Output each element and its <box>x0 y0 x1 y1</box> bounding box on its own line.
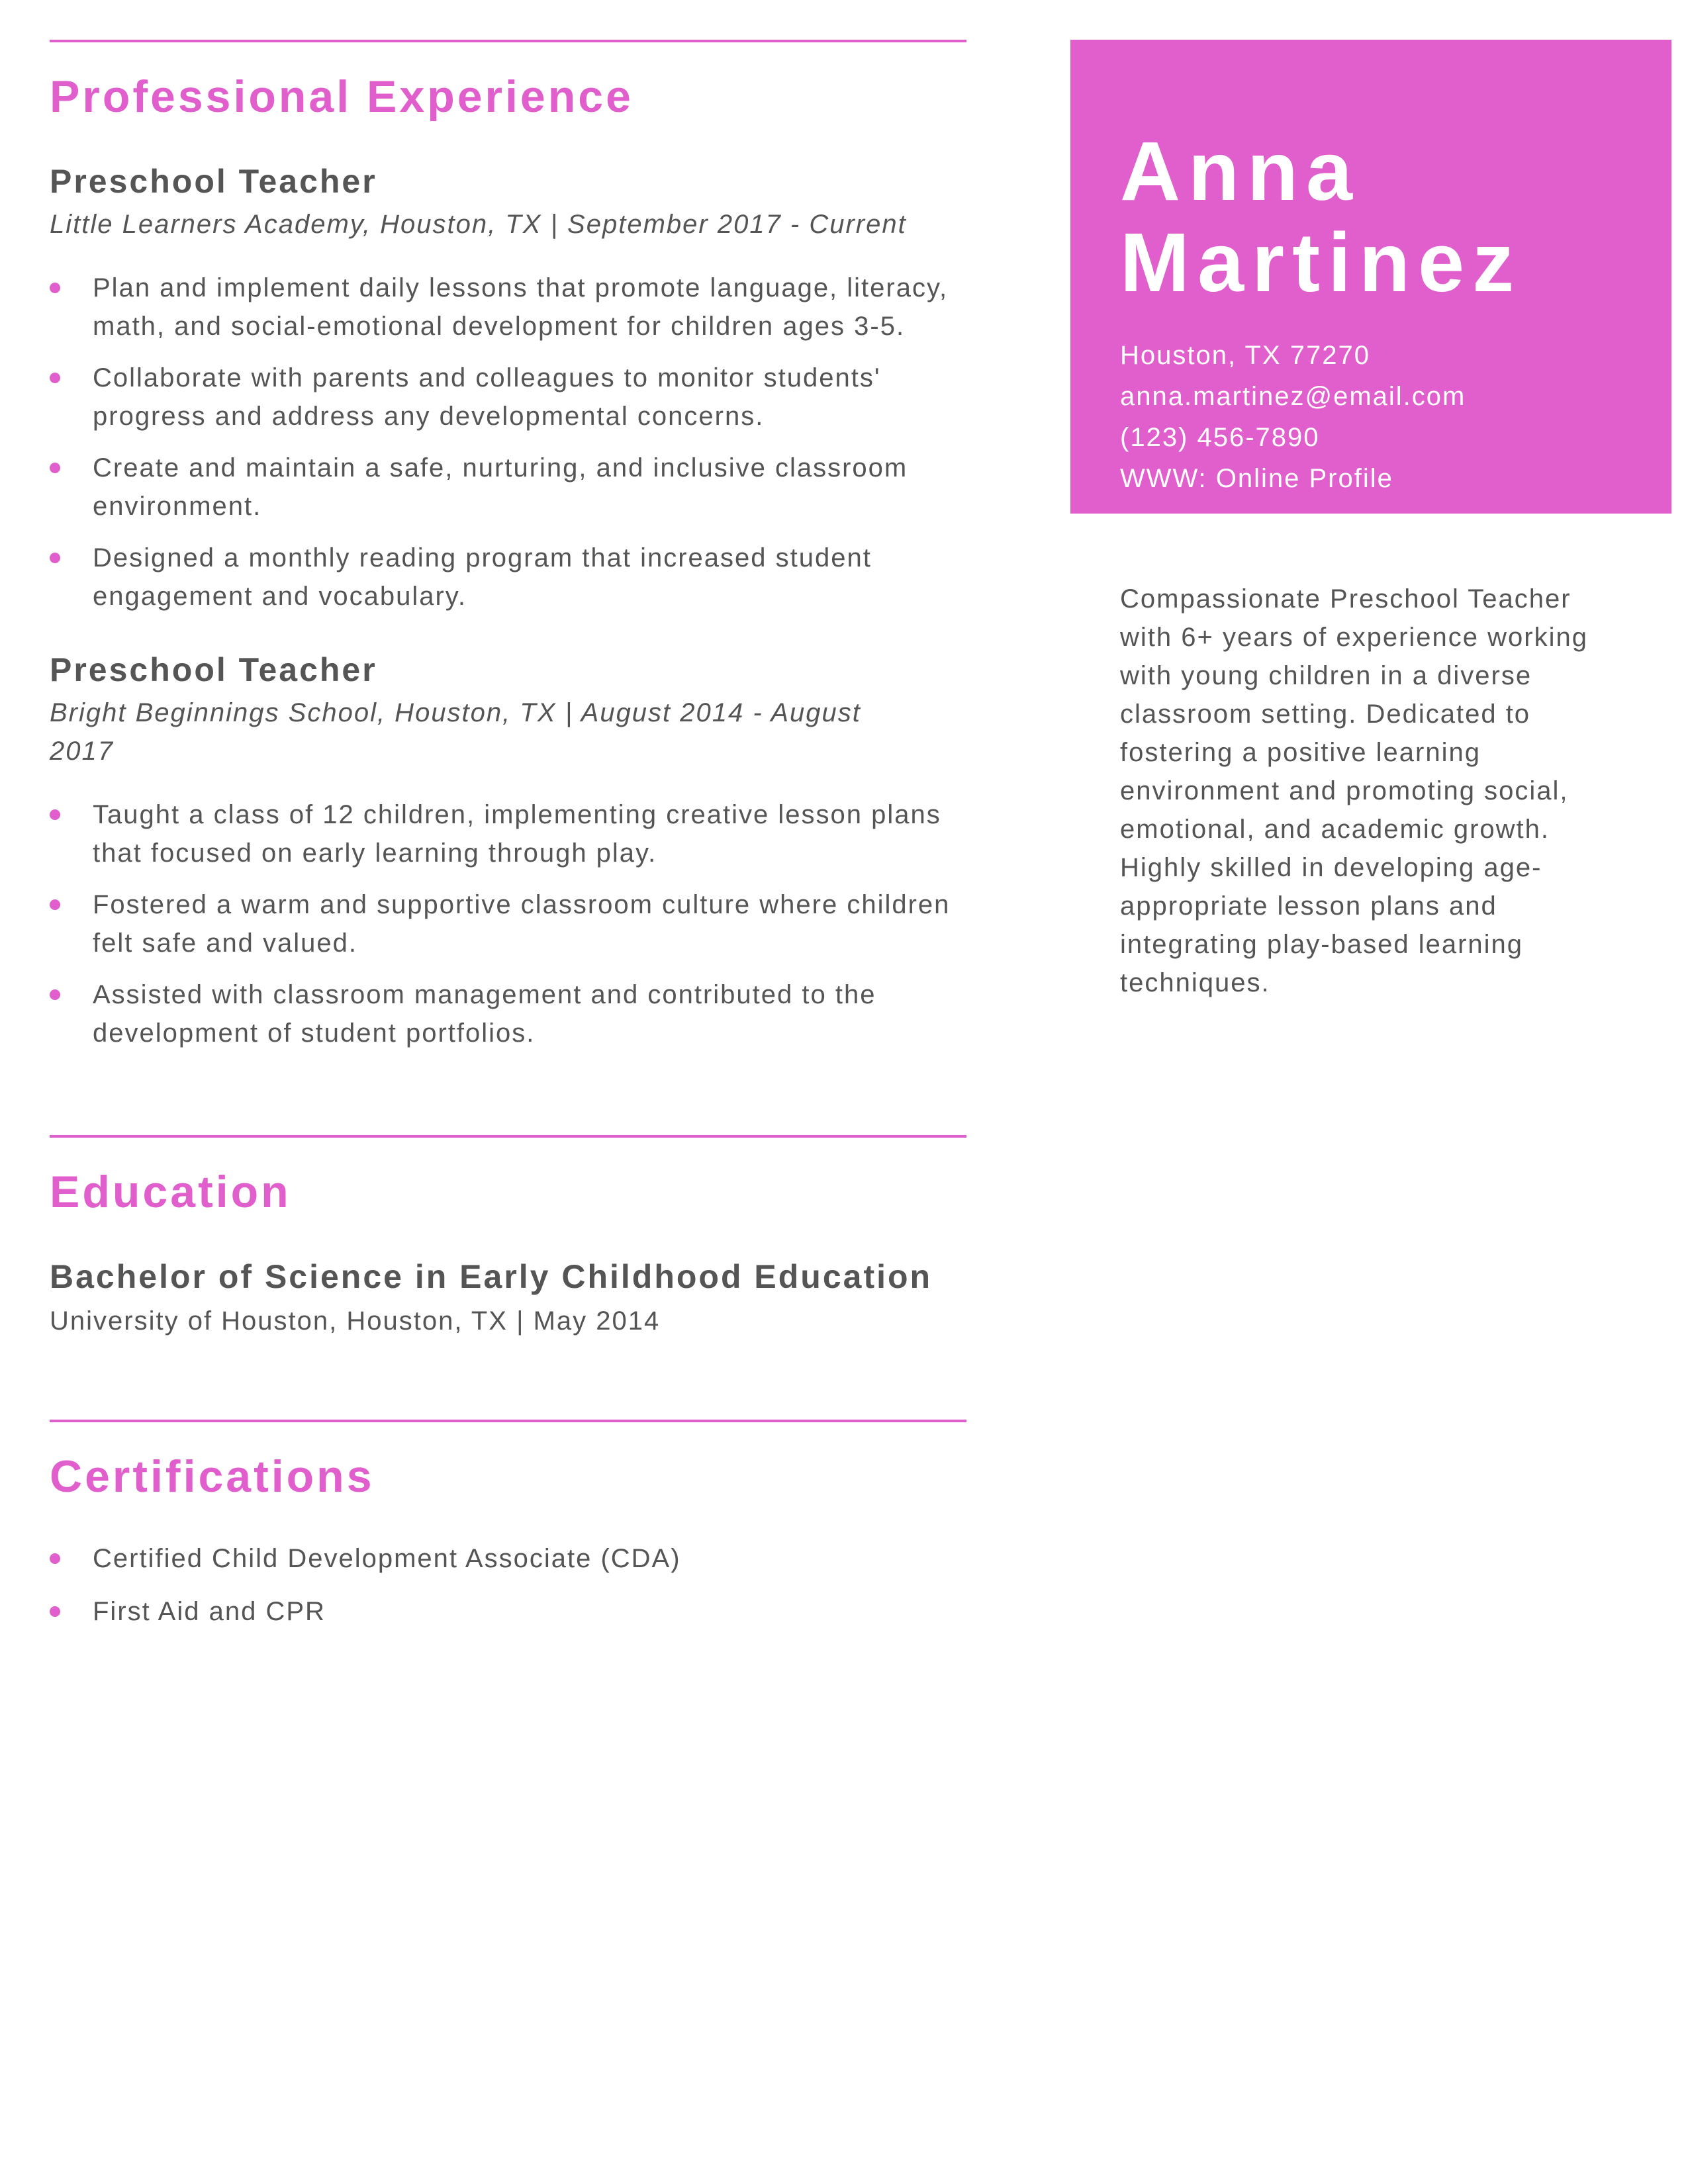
job-location-dates: , Houston, TX | September 2017 - Current <box>362 209 907 239</box>
bullet-icon <box>50 1553 60 1564</box>
bullet-text: Taught a class of 12 children, implementing creative lesson plans that focused on early learning through play. <box>93 799 941 868</box>
left-column <box>50 40 966 1631</box>
contact-website[interactable]: WWW: Online Profile <box>1120 464 1393 493</box>
job-bullets <box>50 269 966 615</box>
job-title: Preschool Teacher <box>50 651 377 688</box>
section-divider <box>50 1420 966 1422</box>
job-organization: Bright Beginnings School <box>50 698 377 727</box>
bullet-text: Certified Child Development Associate (CDA) <box>93 1544 681 1574</box>
bullet-icon <box>50 463 60 473</box>
job-bullets <box>50 796 966 1052</box>
list-item <box>50 1539 966 1578</box>
certifications-list <box>50 1539 966 1631</box>
section-divider <box>50 1135 966 1138</box>
bullet-icon <box>50 899 60 910</box>
job-title: Preschool Teacher <box>50 162 377 200</box>
contact-phone: (123) 456-7890 <box>1120 423 1320 452</box>
bullet-text: First Aid and CPR <box>93 1597 326 1627</box>
job-entry <box>50 161 966 615</box>
list-item <box>50 539 966 615</box>
summary-text: Compassionate Preschool Teacher with 6+ years of experience working with young children in a diverse classroom setting. Dedicated to fostering a positive learning environment and promoting social, emotional, and academic growth. Highly skilled in developing age-appropriate lesson plans and integrating play-based learning techniques. <box>1120 584 1588 997</box>
bullet-text: Create and maintain a safe, nurturing, and inclusive classroom environment. <box>93 453 908 521</box>
section-divider <box>50 40 966 42</box>
job-meta <box>50 694 923 770</box>
contact-info <box>1120 335 1671 499</box>
list-item <box>50 359 966 435</box>
bullet-icon <box>50 283 60 293</box>
job-organization: Little Learners Academy <box>50 209 363 239</box>
last-name: Martinez <box>1120 216 1523 309</box>
degree-title: Bachelor of Science in Early Childhood Education <box>50 1257 933 1295</box>
bullet-icon <box>50 1606 60 1617</box>
list-item <box>50 269 966 345</box>
bullet-icon <box>50 989 60 1000</box>
job-meta <box>50 205 966 244</box>
bullet-text: Fostered a warm and supportive classroom culture where children felt safe and valued. <box>93 889 951 958</box>
bullet-icon <box>50 553 60 563</box>
education-heading: Education <box>50 1166 291 1217</box>
list-item <box>50 1592 966 1631</box>
list-item <box>50 976 966 1052</box>
list-item <box>50 796 966 872</box>
degree-meta: University of Houston, Houston, TX | May 2014 <box>50 1306 661 1336</box>
contact-location: Houston, TX 77270 <box>1120 341 1370 370</box>
job-entry <box>50 650 966 1052</box>
list-item <box>50 886 966 962</box>
header-box <box>1070 40 1671 514</box>
bullet-text: Designed a monthly reading program that increased student engagement and vocabulary. <box>93 543 872 611</box>
certifications-heading: Certifications <box>50 1451 375 1502</box>
job-location-dates: , Houston, TX | August 2014 - August 2017 <box>50 698 861 766</box>
bullet-text: Assisted with classroom management and contributed to the development of student portfolios. <box>93 979 876 1048</box>
contact-email[interactable]: anna.martinez@email.com <box>1120 382 1466 411</box>
experience-heading: Professional Experience <box>50 71 633 122</box>
right-column <box>1070 40 1671 1002</box>
bullet-icon <box>50 809 60 820</box>
bullet-icon <box>50 373 60 383</box>
bullet-text: Plan and implement daily lessons that promote language, literacy, math, and social-emotional development for children ages 3-5. <box>93 273 949 341</box>
first-name: Anna <box>1120 124 1360 218</box>
bullet-text: Collaborate with parents and colleagues to monitor students' progress and address any developmental concerns. <box>93 363 881 431</box>
list-item <box>50 449 966 525</box>
